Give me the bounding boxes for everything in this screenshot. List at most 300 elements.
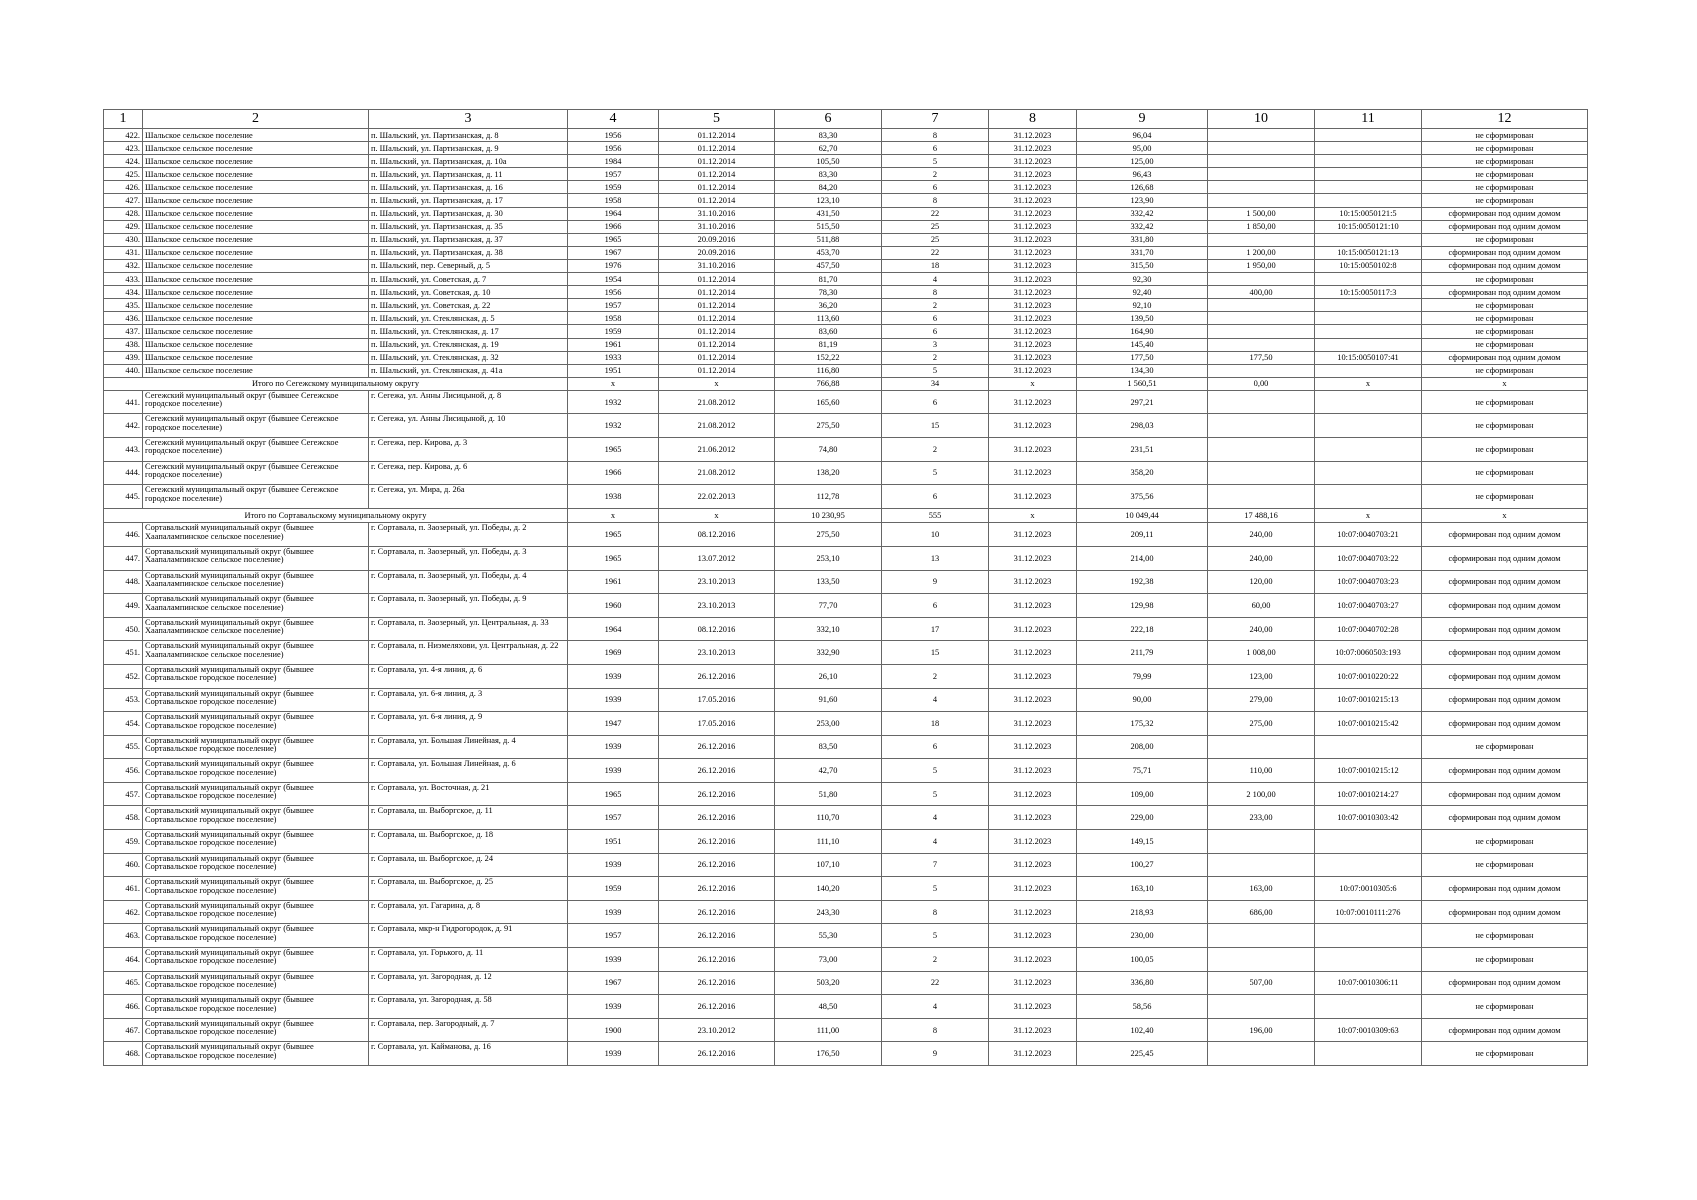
resettlement-deadline-cell: 31.12.2023 <box>989 995 1077 1019</box>
land-area-cell: 92,30 <box>1077 273 1208 286</box>
row-number-cell: 451. <box>104 641 143 665</box>
year-built-cell: 1951 <box>568 364 659 377</box>
table-row <box>104 168 1588 181</box>
plot-status-cell: не сформирован <box>1422 414 1588 438</box>
cadastral-number-cell: 10:15:0050121:5 <box>1315 207 1422 220</box>
cadastral-number-cell: 10:15:0050107:41 <box>1315 351 1422 364</box>
plot-status-cell: сформирован под одним домом <box>1422 546 1588 570</box>
plot-status-cell: сформирован под одним домом <box>1422 617 1588 641</box>
plot-area-cell: 1 200,00 <box>1208 246 1315 259</box>
land-area-cell: 134,30 <box>1077 364 1208 377</box>
cadastral-number-cell <box>1315 485 1422 509</box>
area-cell: 83,60 <box>775 325 882 338</box>
year-built-cell: 1965 <box>568 546 659 570</box>
plot-area-cell: 275,00 <box>1208 712 1315 736</box>
row-number-cell: 423. <box>104 142 143 155</box>
plot-area-cell: 196,00 <box>1208 1018 1315 1042</box>
table-row <box>104 924 1588 948</box>
municipality-cell: Сортавальский муниципальный округ (бывшее Сортавальское городское поселение) <box>143 806 369 830</box>
residents-cell: 10 <box>882 523 989 547</box>
land-area-cell: 109,00 <box>1077 782 1208 806</box>
land-area-cell: 149,15 <box>1077 830 1208 854</box>
resettlement-deadline-cell: 31.12.2023 <box>989 142 1077 155</box>
plot-status-cell: сформирован под одним домом <box>1422 351 1588 364</box>
resettlement-deadline-cell: 31.12.2023 <box>989 325 1077 338</box>
land-area-cell: 126,68 <box>1077 181 1208 194</box>
address-cell: п. Шальский, ул. Советская, д. 7 <box>369 273 568 286</box>
year-built-cell: 1956 <box>568 142 659 155</box>
municipality-cell: Сортавальский муниципальный округ (бывшее Хаапалампинское сельское поселение) <box>143 617 369 641</box>
land-area-cell: 332,42 <box>1077 220 1208 233</box>
year-built-cell: 1939 <box>568 948 659 972</box>
municipality-cell: Шальское сельское поселение <box>143 246 369 259</box>
row-number-cell: 468. <box>104 1042 143 1066</box>
cadastral-number-cell: 10:07:0010303:42 <box>1315 806 1422 830</box>
row-number-cell: 448. <box>104 570 143 594</box>
cadastral-number-cell <box>1315 735 1422 759</box>
housing-register-table <box>103 109 1588 1066</box>
table-row <box>104 142 1588 155</box>
area-cell: 275,50 <box>775 414 882 438</box>
plot-status-cell: сформирован под одним домом <box>1422 688 1588 712</box>
municipality-cell: Сортавальский муниципальный округ (бывшее Сортавальское городское поселение) <box>143 712 369 736</box>
plot-status-cell: сформирован под одним домом <box>1422 570 1588 594</box>
table-row <box>104 181 1588 194</box>
address-cell: п. Шальский, ул. Стеклянская, д. 17 <box>369 325 568 338</box>
subtotal-plot-status: x <box>1422 508 1588 523</box>
municipality-cell: Шальское сельское поселение <box>143 155 369 168</box>
table-row <box>104 570 1588 594</box>
cadastral-number-cell: 10:07:0010309:63 <box>1315 1018 1422 1042</box>
residents-cell: 8 <box>882 286 989 299</box>
column-header: 4 <box>568 110 659 129</box>
plot-area-cell <box>1208 485 1315 509</box>
row-number-cell: 463. <box>104 924 143 948</box>
plot-status-cell: сформирован под одним домом <box>1422 286 1588 299</box>
table-row <box>104 351 1588 364</box>
row-number-cell: 434. <box>104 286 143 299</box>
plot-area-cell: 120,00 <box>1208 570 1315 594</box>
plot-status-cell: не сформирован <box>1422 142 1588 155</box>
area-cell: 176,50 <box>775 1042 882 1066</box>
table-row <box>104 523 1588 547</box>
recognition-date-cell: 26.12.2016 <box>659 948 775 972</box>
area-cell: 152,22 <box>775 351 882 364</box>
table-row <box>104 273 1588 286</box>
area-cell: 84,20 <box>775 181 882 194</box>
recognition-date-cell: 31.10.2016 <box>659 207 775 220</box>
year-built-cell: 1964 <box>568 617 659 641</box>
address-cell: п. Шальский, ул. Партизанская, д. 8 <box>369 129 568 142</box>
table-row <box>104 414 1588 438</box>
residents-cell: 6 <box>882 594 989 618</box>
plot-area-cell <box>1208 299 1315 312</box>
recognition-date-cell: 22.02.2013 <box>659 485 775 509</box>
municipality-cell: Сортавальский муниципальный округ (бывшее Сортавальское городское поселение) <box>143 735 369 759</box>
land-area-cell: 129,98 <box>1077 594 1208 618</box>
municipality-cell: Сортавальский муниципальный округ (бывшее Сортавальское городское поселение) <box>143 948 369 972</box>
cadastral-number-cell: 10:07:0010305:6 <box>1315 877 1422 901</box>
land-area-cell: 315,50 <box>1077 259 1208 272</box>
area-cell: 83,30 <box>775 168 882 181</box>
plot-status-cell: не сформирован <box>1422 1042 1588 1066</box>
table-row <box>104 299 1588 312</box>
plot-area-cell <box>1208 142 1315 155</box>
column-header: 10 <box>1208 110 1315 129</box>
area-cell: 83,30 <box>775 129 882 142</box>
residents-cell: 18 <box>882 712 989 736</box>
recognition-date-cell: 26.12.2016 <box>659 995 775 1019</box>
column-header: 11 <box>1315 110 1422 129</box>
recognition-date-cell: 26.12.2016 <box>659 664 775 688</box>
area-cell: 113,60 <box>775 312 882 325</box>
table-row <box>104 461 1588 485</box>
table-row <box>104 877 1588 901</box>
plot-status-cell: сформирован под одним домом <box>1422 246 1588 259</box>
area-cell: 42,70 <box>775 759 882 783</box>
area-cell: 105,50 <box>775 155 882 168</box>
year-built-cell: 1965 <box>568 782 659 806</box>
residents-cell: 2 <box>882 299 989 312</box>
municipality-cell: Сортавальский муниципальный округ (бывшее Хаапалампинское сельское поселение) <box>143 546 369 570</box>
area-cell: 275,50 <box>775 523 882 547</box>
recognition-date-cell: 21.08.2012 <box>659 461 775 485</box>
residents-cell: 5 <box>882 759 989 783</box>
address-cell: г. Сортавала, ул. Большая Линейная, д. 4 <box>369 735 568 759</box>
row-number-cell: 440. <box>104 364 143 377</box>
year-built-cell: 1939 <box>568 995 659 1019</box>
row-number-cell: 465. <box>104 971 143 995</box>
resettlement-deadline-cell: 31.12.2023 <box>989 900 1077 924</box>
year-built-cell: 1966 <box>568 220 659 233</box>
area-cell: 83,50 <box>775 735 882 759</box>
table-row <box>104 207 1588 220</box>
residents-cell: 9 <box>882 1042 989 1066</box>
resettlement-deadline-cell: 31.12.2023 <box>989 523 1077 547</box>
cadastral-number-cell <box>1315 129 1422 142</box>
plot-area-cell: 123,00 <box>1208 664 1315 688</box>
year-built-cell: 1939 <box>568 688 659 712</box>
row-number-cell: 437. <box>104 325 143 338</box>
municipality-cell: Сортавальский муниципальный округ (бывшее Хаапалампинское сельское поселение) <box>143 570 369 594</box>
cadastral-number-cell <box>1315 853 1422 877</box>
area-cell: 133,50 <box>775 570 882 594</box>
recognition-date-cell: 01.12.2014 <box>659 142 775 155</box>
area-cell: 74,80 <box>775 438 882 462</box>
cadastral-number-cell: 10:07:0010111:276 <box>1315 900 1422 924</box>
year-built-cell: 1959 <box>568 181 659 194</box>
residents-cell: 4 <box>882 688 989 712</box>
year-built-cell: 1957 <box>568 806 659 830</box>
recognition-date-cell: 26.12.2016 <box>659 759 775 783</box>
recognition-date-cell: 26.12.2016 <box>659 806 775 830</box>
plot-area-cell: 279,00 <box>1208 688 1315 712</box>
area-cell: 138,20 <box>775 461 882 485</box>
residents-cell: 8 <box>882 194 989 207</box>
residents-cell: 6 <box>882 390 989 414</box>
recognition-date-cell: 01.12.2014 <box>659 351 775 364</box>
area-cell: 431,50 <box>775 207 882 220</box>
land-area-cell: 331,80 <box>1077 233 1208 246</box>
year-built-cell: 1957 <box>568 299 659 312</box>
year-built-cell: 1964 <box>568 207 659 220</box>
municipality-cell: Сортавальский муниципальный округ (бывшее Сортавальское городское поселение) <box>143 924 369 948</box>
table-row <box>104 220 1588 233</box>
recognition-date-cell: 23.10.2013 <box>659 594 775 618</box>
address-cell: г. Сегежа, пер. Кирова, д. 6 <box>369 461 568 485</box>
recognition-date-cell: 08.12.2016 <box>659 617 775 641</box>
address-cell: г. Сегежа, ул. Анны Лисицыной, д. 10 <box>369 414 568 438</box>
year-built-cell: 1959 <box>568 325 659 338</box>
recognition-date-cell: 17.05.2016 <box>659 688 775 712</box>
recognition-date-cell: 21.06.2012 <box>659 438 775 462</box>
address-cell: п. Шальский, ул. Партизанская, д. 10а <box>369 155 568 168</box>
plot-status-cell: не сформирован <box>1422 853 1588 877</box>
row-number-cell: 460. <box>104 853 143 877</box>
municipality-cell: Шальское сельское поселение <box>143 129 369 142</box>
row-number-cell: 467. <box>104 1018 143 1042</box>
table-row <box>104 688 1588 712</box>
resettlement-deadline-cell: 31.12.2023 <box>989 233 1077 246</box>
row-number-cell: 445. <box>104 485 143 509</box>
land-area-cell: 298,03 <box>1077 414 1208 438</box>
cadastral-number-cell <box>1315 414 1422 438</box>
residents-cell: 22 <box>882 971 989 995</box>
area-cell: 36,20 <box>775 299 882 312</box>
cadastral-number-cell <box>1315 168 1422 181</box>
residents-cell: 7 <box>882 853 989 877</box>
land-area-cell: 208,00 <box>1077 735 1208 759</box>
land-area-cell: 123,90 <box>1077 194 1208 207</box>
residents-cell: 5 <box>882 364 989 377</box>
municipality-cell: Сортавальский муниципальный округ (бывшее Хаапалампинское сельское поселение) <box>143 523 369 547</box>
address-cell: п. Шальский, ул. Партизанская, д. 16 <box>369 181 568 194</box>
residents-cell: 2 <box>882 948 989 972</box>
row-number-cell: 459. <box>104 830 143 854</box>
year-built-cell: 1939 <box>568 1042 659 1066</box>
area-cell: 110,70 <box>775 806 882 830</box>
plot-area-cell <box>1208 390 1315 414</box>
subtotal-residents: 34 <box>882 377 989 390</box>
address-cell: п. Шальский, ул. Стеклянская, д. 41а <box>369 364 568 377</box>
address-cell: г. Сортавала, ш. Выборгское, д. 18 <box>369 830 568 854</box>
plot-area-cell <box>1208 948 1315 972</box>
resettlement-deadline-cell: 31.12.2023 <box>989 338 1077 351</box>
cadastral-number-cell <box>1315 461 1422 485</box>
land-area-cell: 79,99 <box>1077 664 1208 688</box>
plot-status-cell: сформирован под одним домом <box>1422 782 1588 806</box>
table-row <box>104 712 1588 736</box>
table-row <box>104 641 1588 665</box>
year-built-cell: 1932 <box>568 414 659 438</box>
area-cell: 111,10 <box>775 830 882 854</box>
column-header: 3 <box>369 110 568 129</box>
resettlement-deadline-cell: 31.12.2023 <box>989 485 1077 509</box>
municipality-cell: Сортавальский муниципальный округ (бывшее Сортавальское городское поселение) <box>143 782 369 806</box>
recognition-date-cell: 01.12.2014 <box>659 181 775 194</box>
residents-cell: 18 <box>882 259 989 272</box>
municipality-cell: Шальское сельское поселение <box>143 142 369 155</box>
plot-status-cell: не сформирован <box>1422 390 1588 414</box>
recognition-date-cell: 01.12.2014 <box>659 168 775 181</box>
resettlement-deadline-cell: 31.12.2023 <box>989 594 1077 618</box>
land-area-cell: 90,00 <box>1077 688 1208 712</box>
recognition-date-cell: 08.12.2016 <box>659 523 775 547</box>
resettlement-deadline-cell: 31.12.2023 <box>989 220 1077 233</box>
recognition-date-cell: 23.10.2013 <box>659 570 775 594</box>
residents-cell: 13 <box>882 546 989 570</box>
resettlement-deadline-cell: 31.12.2023 <box>989 155 1077 168</box>
plot-status-cell: не сформирован <box>1422 299 1588 312</box>
plot-area-cell <box>1208 168 1315 181</box>
cadastral-number-cell: 10:07:0010214:27 <box>1315 782 1422 806</box>
resettlement-deadline-cell: 31.12.2023 <box>989 364 1077 377</box>
plot-area-cell <box>1208 194 1315 207</box>
row-number-cell: 458. <box>104 806 143 830</box>
table-row <box>104 129 1588 142</box>
municipality-cell: Сортавальский муниципальный округ (бывшее Сортавальское городское поселение) <box>143 664 369 688</box>
plot-status-cell: не сформирован <box>1422 312 1588 325</box>
residents-cell: 2 <box>882 351 989 364</box>
subtotal-resettlement-deadline: x <box>989 377 1077 390</box>
year-built-cell: 1958 <box>568 312 659 325</box>
row-number-cell: 438. <box>104 338 143 351</box>
recognition-date-cell: 26.12.2016 <box>659 782 775 806</box>
plot-status-cell: сформирован под одним домом <box>1422 877 1588 901</box>
cadastral-number-cell <box>1315 299 1422 312</box>
row-number-cell: 454. <box>104 712 143 736</box>
year-built-cell: 1939 <box>568 664 659 688</box>
year-built-cell: 1959 <box>568 877 659 901</box>
cadastral-number-cell: 10:15:0050102:8 <box>1315 259 1422 272</box>
year-built-cell: 1939 <box>568 735 659 759</box>
row-number-cell: 430. <box>104 233 143 246</box>
land-area-cell: 225,45 <box>1077 1042 1208 1066</box>
plot-status-cell: сформирован под одним домом <box>1422 259 1588 272</box>
address-cell: г. Сортавала, ш. Выборгское, д. 11 <box>369 806 568 830</box>
plot-status-cell: сформирован под одним домом <box>1422 523 1588 547</box>
municipality-cell: Сегежский муниципальный округ (бывшее Сегежское городское поселение) <box>143 438 369 462</box>
address-cell: г. Сегежа, пер. Кирова, д. 3 <box>369 438 568 462</box>
land-area-cell: 214,00 <box>1077 546 1208 570</box>
table-row <box>104 806 1588 830</box>
resettlement-deadline-cell: 31.12.2023 <box>989 664 1077 688</box>
recognition-date-cell: 21.08.2012 <box>659 390 775 414</box>
plot-status-cell: не сформирован <box>1422 233 1588 246</box>
plot-status-cell: сформирован под одним домом <box>1422 207 1588 220</box>
table-row <box>104 364 1588 377</box>
address-cell: п. Шальский, ул. Партизанская, д. 37 <box>369 233 568 246</box>
recognition-date-cell: 01.12.2014 <box>659 325 775 338</box>
resettlement-deadline-cell: 31.12.2023 <box>989 877 1077 901</box>
address-cell: п. Шальский, ул. Стеклянская, д. 5 <box>369 312 568 325</box>
area-cell: 77,70 <box>775 594 882 618</box>
year-built-cell: 1984 <box>568 155 659 168</box>
area-cell: 165,60 <box>775 390 882 414</box>
residents-cell: 3 <box>882 338 989 351</box>
residents-cell: 6 <box>882 312 989 325</box>
resettlement-deadline-cell: 31.12.2023 <box>989 312 1077 325</box>
cadastral-number-cell <box>1315 325 1422 338</box>
address-cell: г. Сортавала, ш. Выборгское, д. 25 <box>369 877 568 901</box>
recognition-date-cell: 01.12.2014 <box>659 338 775 351</box>
address-cell: г. Сортавала, ул. Гагарина, д. 8 <box>369 900 568 924</box>
subtotal-label: Итого по Сортавальскому муниципальному округу <box>104 508 568 523</box>
resettlement-deadline-cell: 31.12.2023 <box>989 286 1077 299</box>
address-cell: г. Сортавала, ул. Загородная, д. 12 <box>369 971 568 995</box>
table-row <box>104 438 1588 462</box>
residents-cell: 15 <box>882 641 989 665</box>
area-cell: 81,19 <box>775 338 882 351</box>
year-built-cell: 1976 <box>568 259 659 272</box>
resettlement-deadline-cell: 31.12.2023 <box>989 414 1077 438</box>
subtotal-area: 10 230,95 <box>775 508 882 523</box>
land-area-cell: 92,40 <box>1077 286 1208 299</box>
cadastral-number-cell <box>1315 312 1422 325</box>
municipality-cell: Сортавальский муниципальный округ (бывшее Сортавальское городское поселение) <box>143 759 369 783</box>
address-cell: г. Сортавала, ул. 4-я линия, д. 6 <box>369 664 568 688</box>
land-area-cell: 209,11 <box>1077 523 1208 547</box>
resettlement-deadline-cell: 31.12.2023 <box>989 641 1077 665</box>
resettlement-deadline-cell: 31.12.2023 <box>989 461 1077 485</box>
cadastral-number-cell: 10:07:0010215:12 <box>1315 759 1422 783</box>
resettlement-deadline-cell: 31.12.2023 <box>989 390 1077 414</box>
municipality-cell: Сортавальский муниципальный округ (бывшее Сортавальское городское поселение) <box>143 830 369 854</box>
land-area-cell: 231,51 <box>1077 438 1208 462</box>
table-row <box>104 830 1588 854</box>
municipality-cell: Шальское сельское поселение <box>143 220 369 233</box>
year-built-cell: 1969 <box>568 641 659 665</box>
year-built-cell: 1961 <box>568 570 659 594</box>
cadastral-number-cell: 10:07:0040702:28 <box>1315 617 1422 641</box>
recognition-date-cell: 26.12.2016 <box>659 900 775 924</box>
plot-area-cell: 60,00 <box>1208 594 1315 618</box>
address-cell: г. Сортавала, ул. Кайманова, д. 16 <box>369 1042 568 1066</box>
subtotal-cadastral-number: x <box>1315 508 1422 523</box>
residents-cell: 9 <box>882 570 989 594</box>
municipality-cell: Сортавальский муниципальный округ (бывшее Сортавальское городское поселение) <box>143 1018 369 1042</box>
year-built-cell: 1967 <box>568 971 659 995</box>
table-body <box>104 110 1588 1066</box>
row-number-cell: 450. <box>104 617 143 641</box>
address-cell: г. Сегежа, ул. Анны Лисицыной, д. 8 <box>369 390 568 414</box>
address-cell: п. Шальский, ул. Партизанская, д. 30 <box>369 207 568 220</box>
land-area-cell: 164,90 <box>1077 325 1208 338</box>
plot-area-cell: 1 008,00 <box>1208 641 1315 665</box>
address-cell: п. Шальский, ул. Партизанская, д. 17 <box>369 194 568 207</box>
municipality-cell: Шальское сельское поселение <box>143 351 369 364</box>
plot-area-cell: 110,00 <box>1208 759 1315 783</box>
resettlement-deadline-cell: 31.12.2023 <box>989 617 1077 641</box>
year-built-cell: 1965 <box>568 438 659 462</box>
cadastral-number-cell <box>1315 924 1422 948</box>
land-area-cell: 100,05 <box>1077 948 1208 972</box>
subtotal-row <box>104 508 1588 523</box>
municipality-cell: Сегежский муниципальный округ (бывшее Сегежское городское поселение) <box>143 390 369 414</box>
row-number-cell: 425. <box>104 168 143 181</box>
resettlement-deadline-cell: 31.12.2023 <box>989 570 1077 594</box>
resettlement-deadline-cell: 31.12.2023 <box>989 924 1077 948</box>
area-cell: 332,90 <box>775 641 882 665</box>
address-cell: г. Сортавала, п. Заозерный, ул. Победы, д. 2 <box>369 523 568 547</box>
area-cell: 253,00 <box>775 712 882 736</box>
table-row <box>104 485 1588 509</box>
row-number-cell: 436. <box>104 312 143 325</box>
table-row <box>104 246 1588 259</box>
resettlement-deadline-cell: 31.12.2023 <box>989 735 1077 759</box>
row-number-cell: 449. <box>104 594 143 618</box>
resettlement-deadline-cell: 31.12.2023 <box>989 194 1077 207</box>
